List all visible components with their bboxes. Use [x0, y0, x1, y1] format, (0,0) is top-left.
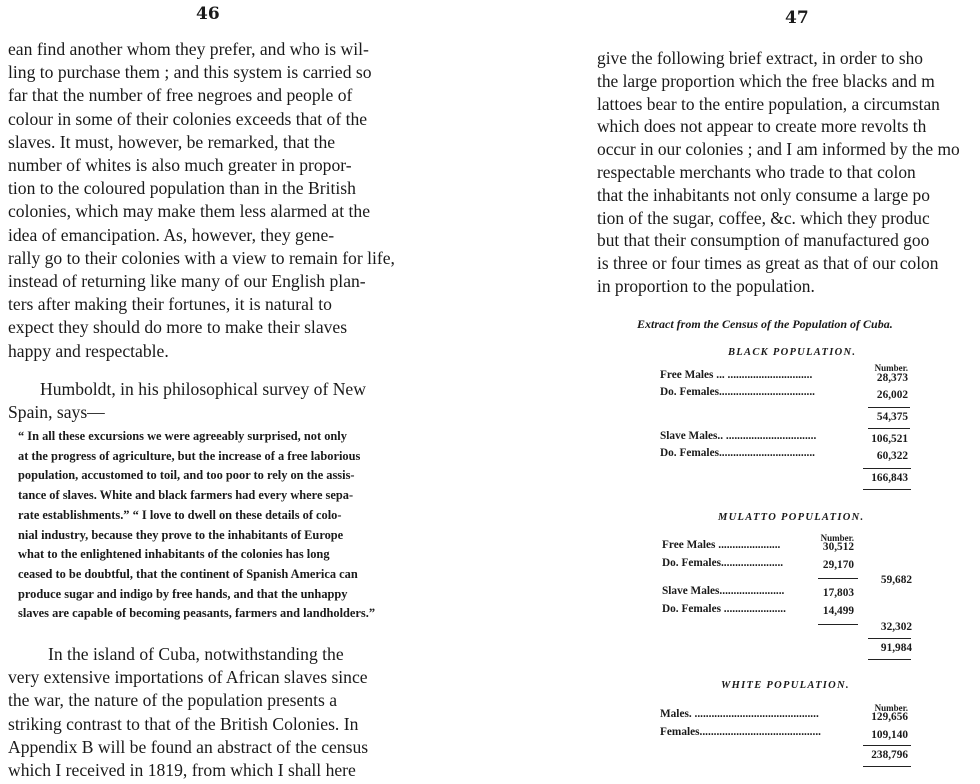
- paragraph-2: [8, 378, 416, 424]
- mulatto-population-title: MULATTO POPULATION.: [718, 512, 865, 523]
- line: rally go to their colonies with a view to remain for life,: [8, 247, 395, 268]
- sum-rule: [863, 745, 911, 746]
- white-females-label: Females...........................................: [660, 726, 821, 738]
- white-females-value: 109,140: [871, 729, 908, 741]
- line: number of whites is also much greater in propor-: [8, 155, 352, 176]
- black-slave-females-label: Do. Females..................................: [660, 447, 816, 459]
- line: Humboldt, in his philosophical survey of New: [40, 379, 366, 399]
- line: colonies, which may make them less alarmed at the: [8, 201, 371, 222]
- line: happy and respectable.: [8, 340, 169, 361]
- line: slaves. It must, however, be remarked, that the: [8, 131, 336, 152]
- sum-rule: [868, 428, 910, 429]
- line: In the island of Cuba, notwithstanding the: [48, 644, 344, 664]
- line: that the inhabitants not only consume a large po: [597, 184, 930, 205]
- mulatto-slave-females-value: 14,499: [822, 605, 854, 617]
- mulatto-slave-total-value: 32,302: [880, 621, 912, 633]
- white-total-value: 238,796: [871, 749, 908, 761]
- mulatto-free-females-value: 29,170: [822, 559, 854, 571]
- page-number-left: 46: [196, 4, 220, 24]
- mulatto-free-males-value: 30,512: [822, 541, 854, 553]
- mulatto-free-total-value: 59,682: [880, 574, 912, 586]
- line: colour in some of their colonies exceeds that of the: [8, 108, 368, 129]
- quote-line: what to the enlightened inhabitants of the colonies has long: [18, 547, 330, 562]
- line: is three or four times as great as that of our colon: [597, 253, 939, 274]
- black-slave-females-value: 60,322: [876, 450, 908, 462]
- mulatto-free-females-label: Do. Females......................: [662, 557, 784, 569]
- line: instead of returning like many of our English plan-: [8, 271, 366, 292]
- white-males-value: 129,656: [871, 711, 908, 723]
- line: respectable merchants who trade to that colon: [597, 161, 916, 182]
- line: which does not appear to create more revolts th: [597, 116, 927, 137]
- black-population-title: BLACK POPULATION.: [728, 347, 857, 358]
- line: tion to the coloured population than in the British: [8, 178, 356, 199]
- black-slave-males-label: Slave Males.. ................................: [660, 430, 817, 442]
- line: give the following brief extract, in order to sho: [597, 48, 923, 68]
- quote-line: produce sugar and indigo by free hands, and that the unhappy: [18, 586, 348, 601]
- black-free-total-value: 54,375: [876, 411, 908, 423]
- line: ean find another whom they prefer, and who is wil-: [8, 39, 369, 59]
- mulatto-total-value: 91,984: [880, 642, 912, 654]
- mulatto-slave-males-value: 17,803: [822, 587, 854, 599]
- line: expect they should do more to make their slaves: [8, 317, 348, 338]
- line: lattoes bear to the entire population, a circumstan: [597, 93, 940, 114]
- sum-rule: [863, 766, 911, 767]
- number-header-white: Number.: [874, 703, 908, 713]
- black-free-males-value: 28,373: [876, 372, 908, 384]
- line: which I received in 1819, from which I shall here: [8, 760, 356, 781]
- line: the large proportion which the free blacks and m: [597, 70, 935, 91]
- line: ters after making their fortunes, it is natural to: [8, 294, 332, 315]
- humboldt-quote: [18, 427, 428, 624]
- right-page: [560, 0, 980, 784]
- paragraph-1: [8, 38, 416, 363]
- line: idea of emancipation. As, however, they gene-: [8, 224, 335, 245]
- quote-line: “ In all these excursions we were agreeably surprised, not only: [18, 429, 347, 443]
- black-free-females-value: 26,002: [876, 389, 908, 401]
- quote-line: at the progress of agriculture, but the increase of a free laborious: [18, 448, 361, 463]
- white-males-label: Males. ............................................: [660, 708, 819, 720]
- number-header-mulatto: Number.: [820, 533, 854, 543]
- sum-rule: [863, 468, 911, 469]
- line: in proportion to the population.: [597, 275, 815, 296]
- sum-rule: [863, 489, 911, 490]
- quote-line: tance of slaves. White and black farmers had every where sepa-: [18, 488, 354, 503]
- line: occur in our colonies ; and I am informed by the mo: [597, 139, 960, 160]
- line: far that the number of free negroes and people of: [8, 85, 353, 106]
- quote-line: ceased to be doubtful, that the continent of Spanish America can: [18, 566, 358, 581]
- number-header-black: Number.: [874, 363, 908, 373]
- quote-line: nial industry, because they prove to the inhabitants of Europe: [18, 527, 344, 542]
- line: the war, the nature of the population presents a: [8, 690, 338, 711]
- line: tion of the sugar, coffee, &c. which they produc: [597, 207, 930, 228]
- black-free-males-label: Free Males ... ..............................: [660, 369, 813, 381]
- mulatto-slave-males-label: Slave Males.......................: [662, 585, 785, 597]
- white-population-title: WHITE POPULATION.: [721, 680, 850, 691]
- line: striking contrast to that of the British Colonies. In: [8, 713, 359, 734]
- census-caption: Extract from the Census of the Population of Cuba.: [637, 317, 893, 331]
- line: very extensive importations of African slaves since: [8, 667, 368, 688]
- line: but that their consumption of manufactured goo: [597, 230, 930, 251]
- quote-line: slaves are capable of becoming peasants, farmers and landholders.”: [18, 606, 376, 621]
- quote-line: population, accustomed to toil, and too poor to rely on the assis-: [18, 468, 355, 483]
- paragraph-right: [597, 47, 980, 298]
- black-total-value: 166,843: [871, 472, 908, 484]
- black-free-females-label: Do. Females..................................: [660, 386, 816, 398]
- sum-rule: [868, 407, 910, 408]
- mulatto-slave-females-label: Do. Females ......................: [662, 603, 786, 615]
- page-number-right: 47: [785, 8, 809, 28]
- line: Appendix B will be found an abstract of the census: [8, 736, 369, 757]
- left-page: [0, 0, 448, 784]
- sum-rule: [868, 638, 911, 639]
- paragraph-3: [8, 643, 424, 782]
- line: ling to purchase them ; and this system is carried so: [8, 62, 372, 83]
- line: Spain, says—: [8, 402, 105, 423]
- sum-rule: [868, 659, 911, 660]
- quote-line: rate establishments.” “ I love to dwell on these details of colo-: [18, 507, 342, 522]
- mulatto-free-males-label: Free Males ......................: [662, 539, 781, 551]
- black-slave-males-value: 106,521: [871, 433, 908, 445]
